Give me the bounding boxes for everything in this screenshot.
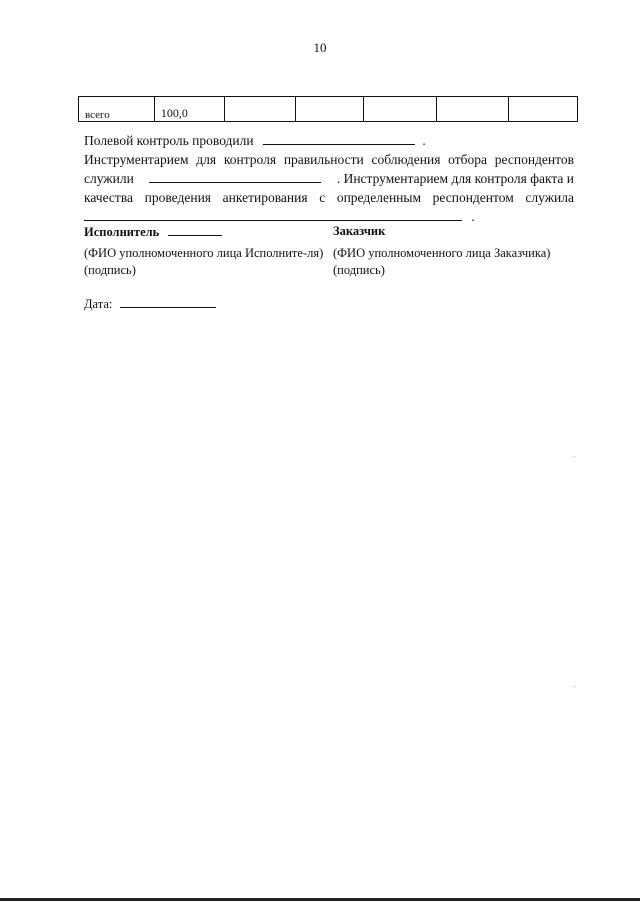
page-number: 10 [313, 40, 327, 55]
empty-cell [225, 97, 296, 122]
empty-cell [437, 97, 508, 122]
instruments-line-1: Инструментарием для контроля правильности соблюдения отбора респондентов [84, 152, 574, 167]
date-label: Дата: [84, 297, 113, 311]
executor-heading [84, 224, 222, 240]
customer-note: (ФИО уполномоченного лица Заказчика) (подпись) [333, 246, 551, 277]
executor-note: (ФИО уполномоченного лица Исполните-ля) (подпись) [84, 246, 324, 277]
instruments-blank-2 [84, 207, 462, 221]
date-row [84, 296, 216, 312]
instruments-line-3: качества проведения анкетирования с определенным респондентом служила [84, 190, 574, 205]
row-label-cell: всего [79, 97, 155, 122]
empty-cell [363, 97, 436, 122]
instruments-paragraph [84, 150, 574, 226]
scan-bottom-edge [0, 898, 640, 901]
customer-heading: Заказчик [333, 224, 386, 238]
date-blank [120, 296, 216, 308]
field-control-paragraph [84, 131, 574, 150]
row-value-cell: 100,0 [154, 97, 224, 122]
instruments-line-4-end: . [471, 209, 475, 224]
field-control-blank [263, 131, 415, 145]
scan-speck [574, 686, 575, 687]
field-control-end: . [422, 133, 426, 148]
instruments-line-2-suffix: . Инструментарием для контроля факта и [336, 171, 574, 186]
empty-cell [508, 97, 577, 122]
totals-table [78, 96, 578, 122]
scan-speck [574, 456, 575, 457]
instruments-blank-1 [149, 169, 321, 183]
instruments-line-2-prefix: служили [84, 171, 134, 186]
empty-cell [296, 97, 363, 122]
table-row [79, 97, 578, 122]
executor-signature-blank [168, 224, 222, 236]
executor-label: Исполнитель [84, 225, 160, 239]
field-control-text: Полевой контроль проводили [84, 133, 254, 148]
